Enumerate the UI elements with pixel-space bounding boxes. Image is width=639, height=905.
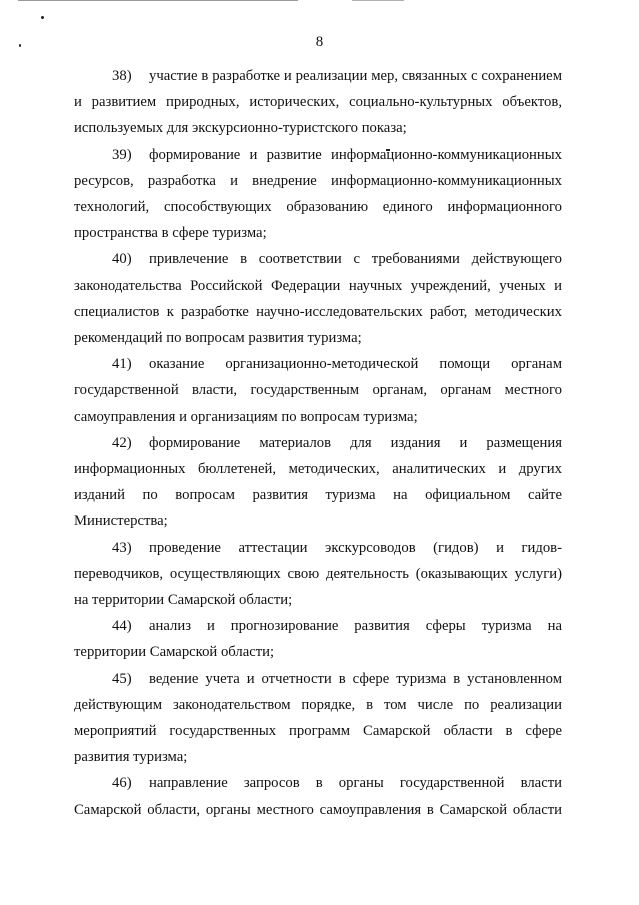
list-item [74, 430, 562, 535]
item-number: 39) [112, 146, 132, 163]
page-number: 8 [315, 34, 324, 50]
scan-top-edge-mark [352, 0, 404, 1]
item-text: направление запросов в органы государственной власти Самарской области, органы местного самоуправления в Самарской области [74, 775, 562, 818]
item-number: 45) [112, 670, 132, 687]
list-item [74, 63, 562, 142]
item-number: 41) [112, 356, 132, 373]
scan-speck [41, 16, 44, 19]
list-item [74, 246, 562, 351]
item-text: формирование и развитие информационно-коммуникационных ресурсов, разработка и внедрение информационно-коммуникационных технологий, способствующих образованию единого информационного пространства в сфере туризма; [74, 146, 562, 242]
item-text: оказание организационно-методической помощи органам государственной власти, государственным органам, органам местного самоуправления и организациям по вопросам туризма; [74, 356, 562, 425]
item-text: проведение аттестации экскурсоводов (гидов) и гидов-переводчиков, осуществляющих свою деятельность (оказывающих услуги) на территории Самарской области; [74, 539, 562, 609]
item-number: 40) [112, 251, 132, 268]
scan-top-edge-line [18, 0, 298, 1]
list-item [74, 613, 562, 665]
item-text: участие в разработке и реализации мер, связанных с сохранением и развитием природных, исторических, социально-культурных объектов, используемых для экскурсионно-туристского показа; [74, 68, 562, 137]
item-number: 38) [112, 68, 132, 84]
document-body [74, 63, 562, 823]
item-number: 43) [112, 539, 132, 556]
item-text: формирование материалов для издания и размещения информационных бюллетеней, методических, аналитических и других изданий по вопросам развития туризма на официальном сайте Министерства; [74, 434, 562, 530]
list-item [74, 351, 562, 430]
list-item [74, 666, 562, 771]
item-number: 46) [112, 775, 132, 792]
item-number: 42) [112, 434, 132, 451]
item-text: анализ и прогнозирование развития сферы туризма на территории Самарской области; [74, 618, 562, 661]
list-item [74, 535, 562, 614]
list-item [74, 770, 562, 822]
item-text: привлечение в соответствии с требованиями действующего законодательства Российской Федерации научных учреждений, ученых и специалистов к разработке научно-исследовательских работ, методических рекомендаций по вопросам развития туризма; [74, 251, 562, 347]
item-number: 44) [112, 618, 132, 635]
list-item [74, 142, 562, 247]
item-text: ведение учета и отчетности в сфере туризма в установленном действующим законодательством порядке, в том числе по реализации мероприятий государственных программ Самарской области в сфере развития туризма; [74, 670, 562, 766]
